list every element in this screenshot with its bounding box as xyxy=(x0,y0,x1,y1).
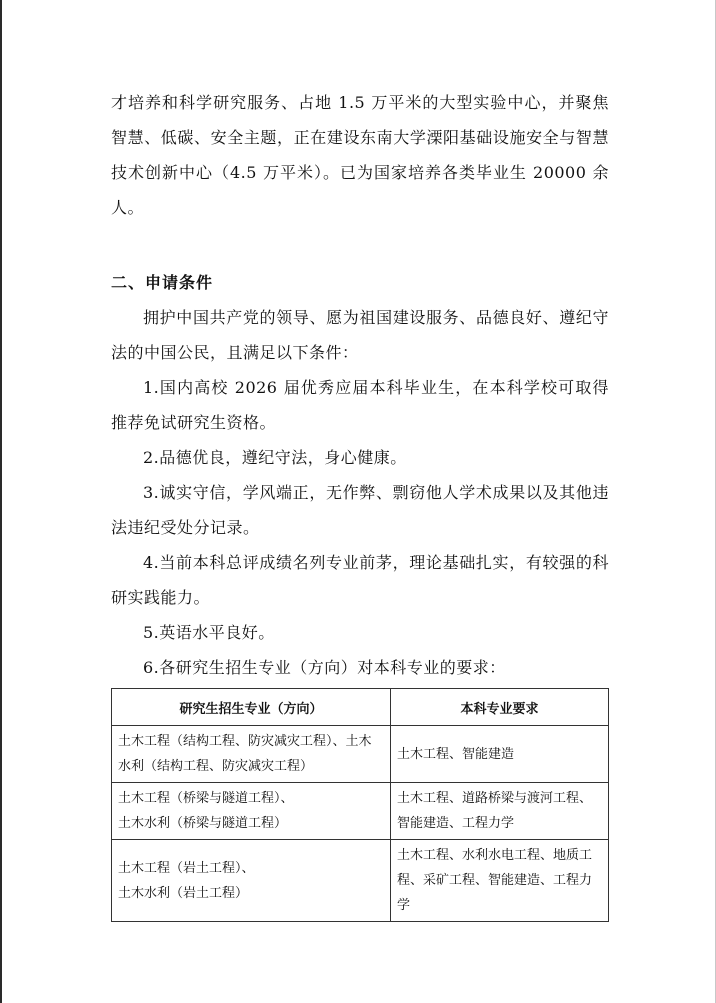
header-graduate-major: 研究生招生专业（方向） xyxy=(112,689,391,726)
condition-item-5: 5.英语水平良好。 xyxy=(143,623,275,642)
condition-item-2: 2.品德优良，遵纪守法，身心健康。 xyxy=(143,448,407,467)
header-undergrad-requirement: 本科专业要求 xyxy=(391,689,609,726)
requirement-cell: 土木工程、道路桥梁与渡河工程、智能建造、工程力学 xyxy=(391,783,609,840)
graduate-major-line: 土木工程（桥梁与隧道工程）、 xyxy=(118,791,294,806)
major-requirements-table xyxy=(111,688,609,922)
graduate-major-line: 土木工程（结构工程、防灾减灾工程）、土木水利（结构工程、防灾减灾工程） xyxy=(118,734,372,774)
requirement-cell: 土木工程、智能建造 xyxy=(391,726,609,783)
graduate-major-line: 土木水利（桥梁与隧道工程） xyxy=(118,816,288,831)
section-lead: 拥护中国共产党的领导、愿为祖国建设服务、品德良好、遵纪守法的中国公民，且满足以下条件： xyxy=(111,308,609,362)
graduate-major-cell xyxy=(112,783,391,840)
table-header-row xyxy=(112,689,609,726)
condition-item-3: 3.诚实守信，学风端正，无作弊、剽窃他人学术成果以及其他违法违纪受处分记录。 xyxy=(111,483,609,537)
graduate-major-line: 土木工程（岩土工程）、 xyxy=(118,860,255,876)
graduate-major-cell xyxy=(112,726,391,783)
graduate-major-cell xyxy=(112,840,391,922)
condition-item-1: 1.国内高校 2026 届优秀应届本科毕业生，在本科学校可取得推荐免试研究生资格。 xyxy=(111,378,609,432)
section-heading: 二、申请条件 xyxy=(111,273,214,292)
condition-item-6: 6.各研究生招生专业（方向）对本科专业的要求： xyxy=(143,658,506,677)
graduate-major-line: 土木水利（岩土工程） xyxy=(118,885,249,901)
page-left-edge xyxy=(0,0,2,1003)
table-row xyxy=(112,726,609,783)
table-row xyxy=(112,840,609,922)
condition-item-4: 4.当前本科总评成绩名列专业前茅，理论基础扎实，有较强的科研实践能力。 xyxy=(111,553,609,607)
intro-paragraph: 才培养和科学研究服务、占地 1.5 万平米的大型实验中心，并聚焦智慧、低碳、安全主题，正在建设东南大学溧阳基础设施安全与智慧技术创新中心（4.5 万平米）。已为国家培养各类毕业生 20000 余人。 xyxy=(111,93,609,217)
table-row xyxy=(112,783,609,840)
requirement-cell: 土木工程、水利水电工程、地质工程、采矿工程、智能建造、工程力学 xyxy=(391,840,609,922)
document-page xyxy=(111,85,609,922)
